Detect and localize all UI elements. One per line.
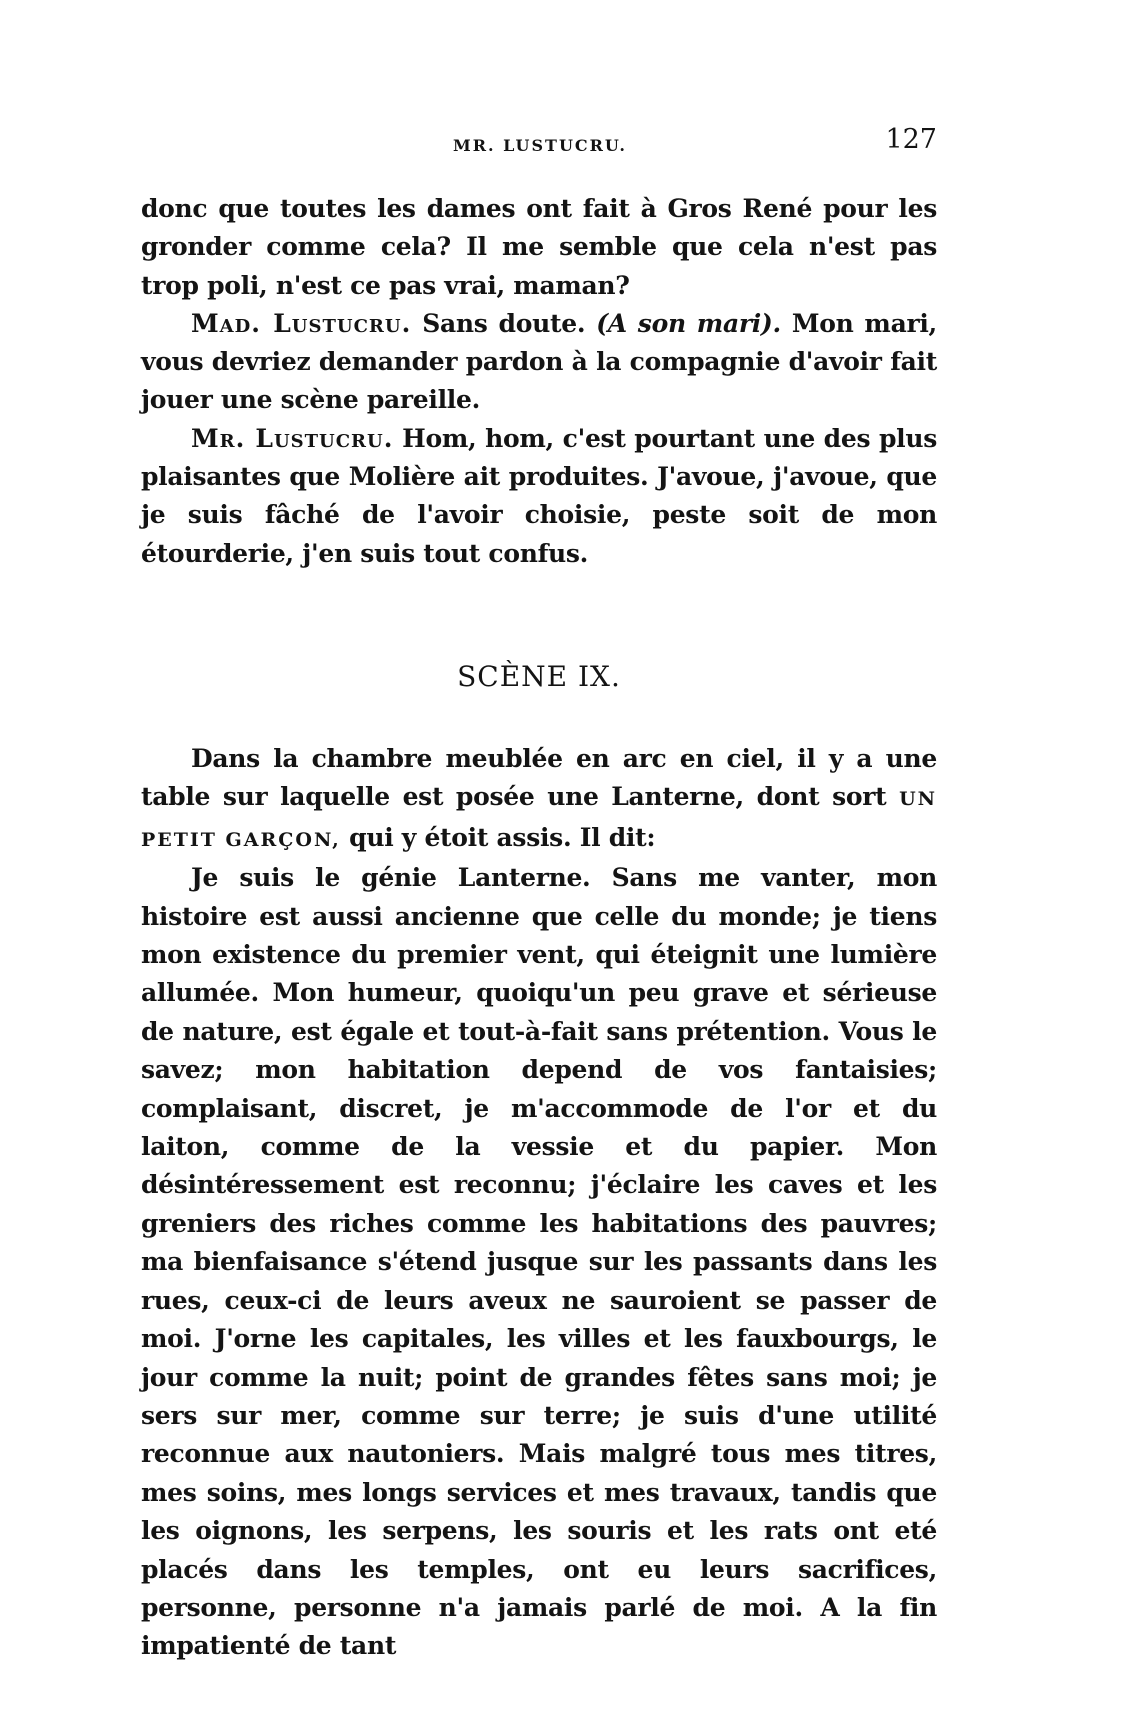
page-number: 127 (885, 124, 937, 155)
paragraph (141, 420, 937, 573)
paragraph-text: Sans doute. (411, 308, 597, 338)
paragraph (141, 859, 937, 1666)
scene-text-block (141, 740, 937, 1666)
paragraph-text: Je suis le génie Lanterne. Sans me vanter, mon histoire est aussi ancienne que celle du monde; je tiens mon existence du premier vent, qui éteignit une lumière allumée. Mon humeur, quoiqu'un peu grave et sérieuse de nature, est égale et tout-à-fait sans prétention. Vous le savez; mon habitation depend de vos fantaisies; complaisant, discret, je m'accommode de l'or et du laiton, comme de la vessie et du papier. Mon désintéressement est reconnu; j'éclaire les caves et les greniers des riches comme les habitations des pauvres; ma bienfaisance s'étend jusque sur les passants dans les rues, ceux-ci de leurs aveux ne sauroient se passer de moi. J'orne les capitales, les villes et les fauxbourgs, le jour comme la nuit; point de grandes fêtes sans moi; je sers sur mer, comme sur terre; je suis d'une utilité reconnue aux nautoniers. Mais malgré tous mes titres, mes soins, mes longs services et mes travaux, tandis que les oignons, les serpens, les souris et les rats ont eté placés dans les temples, ont eu leurs sacrifices, personne, personne n'a jamais parlé de moi. A la fin impatienté de tant (141, 863, 937, 1661)
paragraph-text: Dans la chambre meublée en arc en ciel, il y a une table sur laquelle est posée une Lanterne, dont sort (141, 744, 937, 812)
page-header (141, 124, 941, 164)
running-head: MR. LUSTUCRU. (453, 136, 627, 155)
paragraph (141, 190, 937, 305)
paragraph-text: donc que toutes les dames ont fait à Gros René pour les gronder comme cela? Il me semble que cela n'est pas trop poli, n'est ce pas vrai, maman? (141, 194, 937, 300)
paragraph-text: Mon mari, vous devriez demander pardon à la compagnie d'avoir fait jouer une scène pareille. (141, 308, 937, 415)
paragraph (141, 740, 937, 859)
stage-direction: (A son mari). (596, 308, 781, 338)
speaker-name: Mad. Lustucru. (191, 308, 412, 338)
paragraph-text: Hom, hom, c'est pourtant une des plus plaisantes que Molière ait produites. J'avoue, j'avoue, que je suis fâché de l'avoir choisie, peste soit de mon étourderie, j'en suis tout confus. (141, 423, 938, 568)
dialogue-block (141, 190, 937, 573)
character-name: UN PETIT GARÇON, (141, 788, 937, 851)
paragraph-text: qui y étoit assis. Il dit: (340, 822, 656, 852)
scene-title: SCÈNE IX. (457, 660, 621, 693)
speaker-name: Mr. Lustucru. (191, 423, 394, 453)
paragraph (141, 305, 937, 420)
